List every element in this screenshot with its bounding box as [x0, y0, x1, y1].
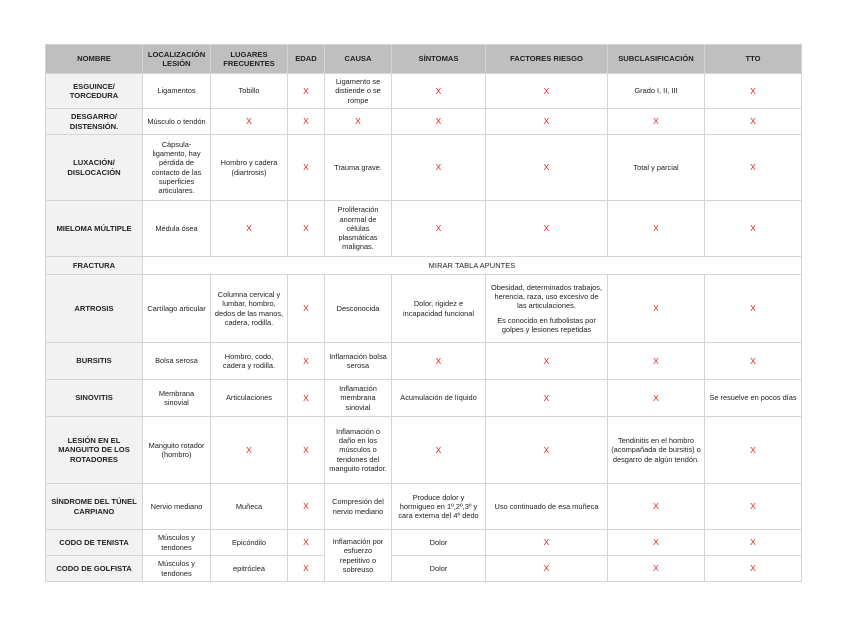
cell-tto: X [705, 201, 802, 257]
table-row [46, 417, 802, 484]
cell-localizacion: Músculo o tendón [143, 109, 211, 135]
cell-localizacion: Cartílago articular [143, 275, 211, 343]
header-nombre: NOMBRE [46, 45, 143, 74]
cell-causa: X [325, 109, 392, 135]
cell-lugares: Hombro, codo, cadera y rodilla. [211, 343, 288, 380]
header-tto: TTO [705, 45, 802, 74]
cell-causa: Compresión del nervio mediano [325, 484, 392, 530]
cell-tto: X [705, 74, 802, 109]
cell-localizacion: Músculos y tendones [143, 556, 211, 582]
cell-subclasificacion: X [608, 556, 705, 582]
cell-subclasificacion: X [608, 343, 705, 380]
cell-tto: X [705, 343, 802, 380]
cell-lugares: X [211, 109, 288, 135]
cell-tto: X [705, 109, 802, 135]
cell-subclasificacion: Total y parcial [608, 135, 705, 201]
header-subclasificacion: SUBCLASIFICACIÓN [608, 45, 705, 74]
cell-subclasificacion: X [608, 380, 705, 417]
cell-factores: X [486, 135, 608, 201]
cell-localizacion: Manguito rotador (hombro) [143, 417, 211, 484]
cell-lugares: Hombro y cadera (diartrosis) [211, 135, 288, 201]
cell-subclasificacion: Tendinitis en el hombro (acompañada de bursitis) o desgarro de algún tendón. [608, 417, 705, 484]
row-name: SÍNDROME DEL TÚNEL CARPIANO [46, 484, 143, 530]
cell-factores: X [486, 417, 608, 484]
cell-localizacion: Músculos y tendones [143, 530, 211, 556]
table-row [46, 484, 802, 530]
cell-sintomas: Dolor [392, 530, 486, 556]
cell-tto: X [705, 556, 802, 582]
cell-sintomas: Dolor, rigidez e incapacidad funcional [392, 275, 486, 343]
row-name: CODO DE TENISTA [46, 530, 143, 556]
cell-edad: X [288, 530, 325, 556]
cell-lugares: epitróclea [211, 556, 288, 582]
cell-tto: X [705, 417, 802, 484]
cell-subclasificacion: X [608, 201, 705, 257]
cell-causa: Inflamación bolsa serosa [325, 343, 392, 380]
cell-localizacion: Ligamentos [143, 74, 211, 109]
cell-factores [486, 275, 608, 343]
cell-factores: X [486, 530, 608, 556]
cell-causa: Trauma grave. [325, 135, 392, 201]
header-sintomas: SÍNTOMAS [392, 45, 486, 74]
cell-sintomas: X [392, 74, 486, 109]
table-row [46, 380, 802, 417]
row-name: LUXACIÓN/ DISLOCACIÓN [46, 135, 143, 201]
cell-factores: X [486, 556, 608, 582]
cell-subclasificacion: Grado I, II, III [608, 74, 705, 109]
cell-sintomas: X [392, 343, 486, 380]
cell-edad: X [288, 484, 325, 530]
cell-edad: X [288, 343, 325, 380]
cell-causa: Inflamación o daño en los músculos o tendones del manguito rotador. [325, 417, 392, 484]
cell-edad: X [288, 417, 325, 484]
cell-edad: X [288, 135, 325, 201]
header-causa: CAUSA [325, 45, 392, 74]
table-row [46, 109, 802, 135]
cell-localizacion: Cápsula-ligamento, hay pérdida de contacto de las superficies articulares. [143, 135, 211, 201]
header-row [46, 45, 802, 74]
cell-sintomas: X [392, 417, 486, 484]
cell-sintomas: X [392, 135, 486, 201]
cell-tto: Se resuelve en pocos días [705, 380, 802, 417]
cell-edad: X [288, 275, 325, 343]
cell-lugares: X [211, 417, 288, 484]
cell-subclasificacion: X [608, 109, 705, 135]
cell-tto: X [705, 275, 802, 343]
cell-lugares: X [211, 201, 288, 257]
cell-edad: X [288, 556, 325, 582]
cell-localizacion: Nervio mediano [143, 484, 211, 530]
cell-subclasificacion: X [608, 275, 705, 343]
cell-tto: X [705, 530, 802, 556]
header-lugares: LUGARES FRECUENTES [211, 45, 288, 74]
table-row [46, 257, 802, 275]
cell-factores: X [486, 201, 608, 257]
cell-factores: Uso continuado de esa muñeca [486, 484, 608, 530]
cell-causa: Proliferación anormal de células plasmáticas malignas. [325, 201, 392, 257]
row-name: MIELOMA MÚLTIPLE [46, 201, 143, 257]
cell-subclasificacion: X [608, 484, 705, 530]
factores-text: Obesidad, determinados trabajos, herencia, raza, uso excesivo de las articulaciones. [491, 282, 602, 311]
table-row [46, 343, 802, 380]
cell-edad: X [288, 201, 325, 257]
row-name: DESGARRO/ DISTENSIÓN. [46, 109, 143, 135]
header-factores: FACTORES RIESGO [486, 45, 608, 74]
cell-factores: X [486, 343, 608, 380]
cell-edad: X [288, 109, 325, 135]
row-name: ARTROSIS [46, 275, 143, 343]
cell-causa-codo: Inflamación por esfuerzo repetitivo o sobreuso [325, 530, 392, 582]
cell-localizacion: Bolsa serosa [143, 343, 211, 380]
row-name: CODO DE GOLFISTA [46, 556, 143, 582]
cell-sintomas: Produce dolor y hormigueo en 1º,2º,3º y cara externa del 4º dedo [392, 484, 486, 530]
row-name: FRACTURA [46, 257, 143, 275]
cell-lugares: Tobillo [211, 74, 288, 109]
cell-edad: X [288, 380, 325, 417]
cell-sintomas: X [392, 201, 486, 257]
injuries-table [45, 44, 802, 582]
header-localizacion: LOCALIZACIÓN LESIÓN [143, 45, 211, 74]
row-name: ESGUINCE/ TORCEDURA [46, 74, 143, 109]
table-row [46, 275, 802, 343]
row-name: BURSITIS [46, 343, 143, 380]
cell-lugares: Muñeca [211, 484, 288, 530]
cell-sintomas: Dolor [392, 556, 486, 582]
table-row [46, 201, 802, 257]
cell-lugares: Articulaciones [211, 380, 288, 417]
cell-sintomas: Acumulación de líquido [392, 380, 486, 417]
cell-edad: X [288, 74, 325, 109]
cell-tto: X [705, 484, 802, 530]
cell-causa: Ligamento se distiende o se rompe [325, 74, 392, 109]
header-edad: EDAD [288, 45, 325, 74]
table-row [46, 74, 802, 109]
fractura-note: MIRAR TABLA APUNTES [143, 257, 802, 275]
cell-factores: X [486, 74, 608, 109]
table-row [46, 135, 802, 201]
table-row [46, 530, 802, 556]
cell-factores: X [486, 380, 608, 417]
cell-causa: Inflamación membrana sinovial [325, 380, 392, 417]
cell-tto: X [705, 135, 802, 201]
cell-localizacion: Médula ósea [143, 201, 211, 257]
cell-sintomas: X [392, 109, 486, 135]
cell-subclasificacion: X [608, 530, 705, 556]
table-row [46, 556, 802, 582]
row-name: LESIÓN EN EL MANGUITO DE LOS ROTADORES [46, 417, 143, 484]
cell-lugares: Epicóndilo [211, 530, 288, 556]
cell-factores: X [486, 109, 608, 135]
row-name: SINOVITIS [46, 380, 143, 417]
cell-causa: Desconocida [325, 275, 392, 343]
cell-localizacion: Membrana sinovial [143, 380, 211, 417]
factores-note: Es conocido en futbolistas por golpes y lesiones repetidas [497, 315, 596, 334]
cell-lugares: Columna cervical y lumbar, hombro, dedos de las manos, cadera, rodilla. [211, 275, 288, 343]
